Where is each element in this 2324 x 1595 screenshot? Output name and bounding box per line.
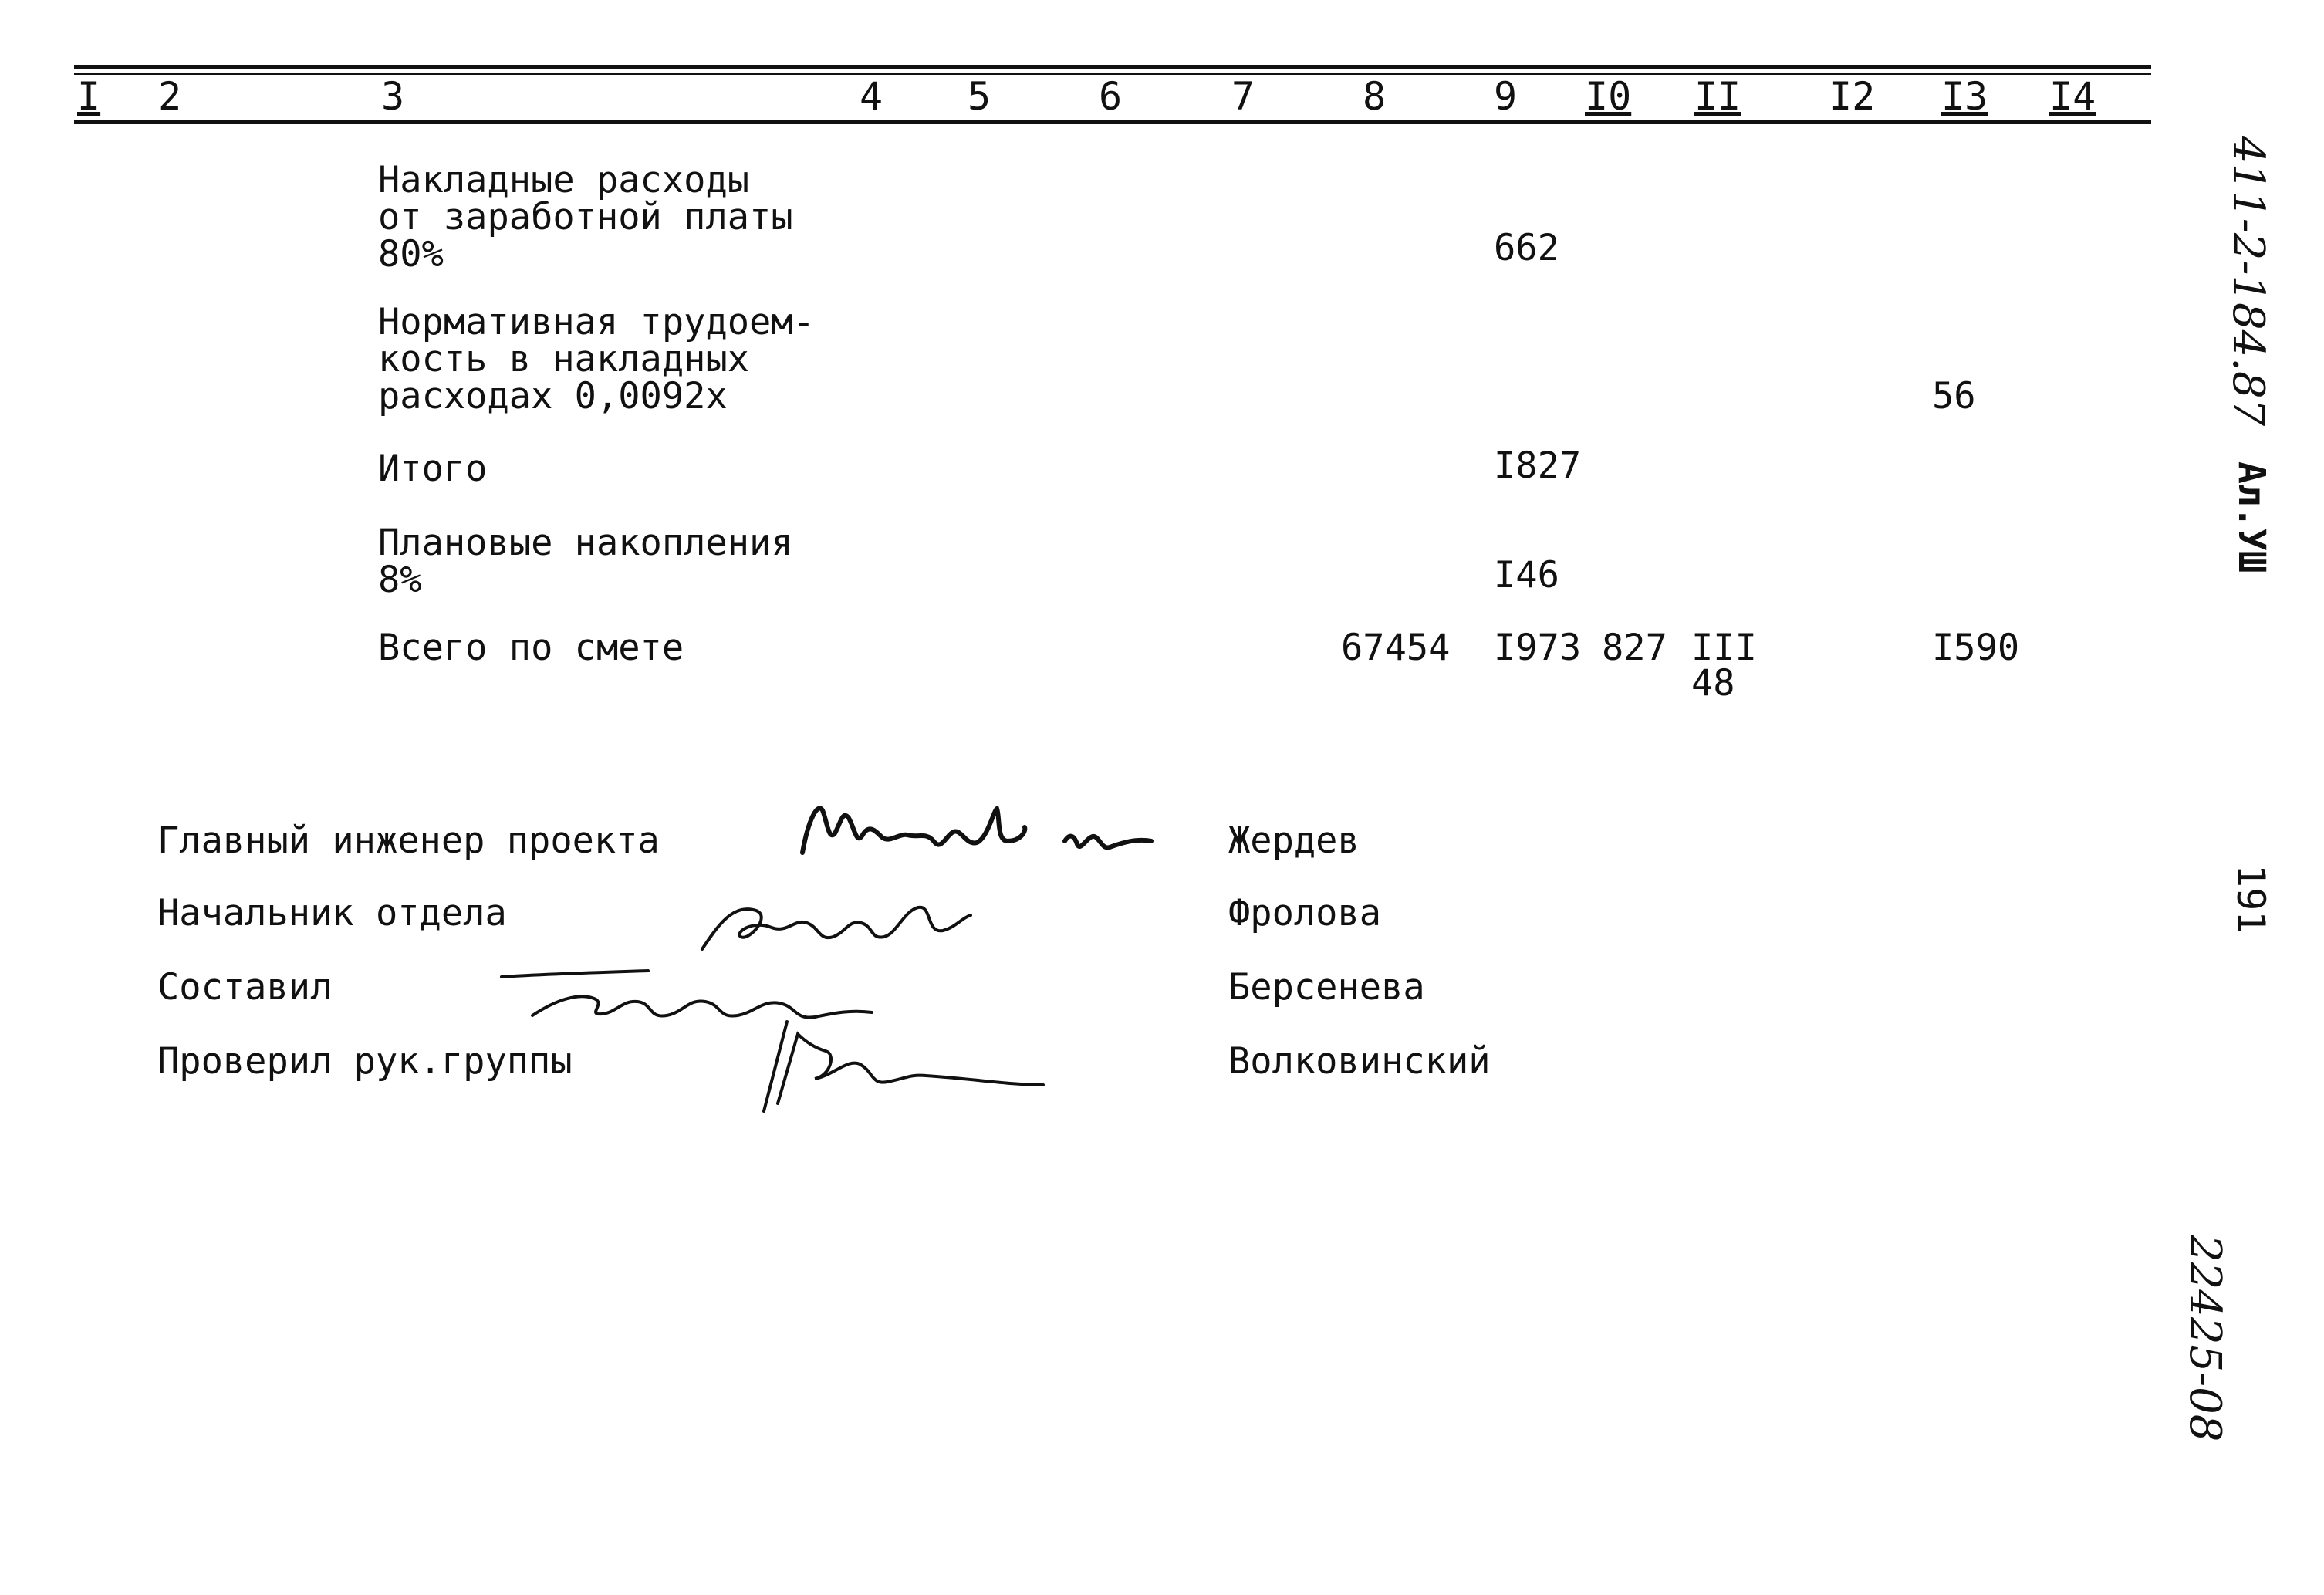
column-header-13: I3 <box>1941 74 1988 119</box>
column-header-9: 9 <box>1494 74 1518 119</box>
signature-name-2: Фролова <box>1228 892 1382 934</box>
signature-4-handwriting <box>741 1011 1049 1119</box>
row-5-col9: I973 <box>1494 627 1582 669</box>
signature-role-1: Главный инженер проекта <box>157 819 660 862</box>
signature-name-3: Берсенева <box>1228 966 1425 1009</box>
margin-doc-code: 411-2-184.87 <box>2223 136 2273 427</box>
row-5-col11-sub: 48 <box>1691 662 1735 705</box>
row-5-col10: 827 <box>1602 627 1667 669</box>
header-top-rule <box>74 65 2151 69</box>
column-header-3: 3 <box>381 74 405 119</box>
signature-role-2: Начальник отдела <box>157 892 507 934</box>
row-5-col13: I590 <box>1932 627 2020 669</box>
header-bottom-rule <box>74 120 2151 124</box>
signature-name-4: Волковинский <box>1228 1040 1491 1083</box>
row-5-name: Всего по смете <box>378 627 684 669</box>
signature-role-4: Проверил рук.группы <box>157 1040 573 1083</box>
signature-role-3: Составил <box>157 966 333 1009</box>
column-header-12: I2 <box>1829 74 1876 119</box>
row-1-name: Накладные расходы от заработной платы 80% <box>378 159 793 275</box>
column-header-14: I4 <box>2049 74 2096 119</box>
column-header-8: 8 <box>1363 74 1387 119</box>
margin-inventory-number: 22425-08 <box>2180 1235 2230 1442</box>
row-3-name: Итого <box>378 448 488 490</box>
row-5-col8: 67454 <box>1341 627 1451 669</box>
row-1-col9: 662 <box>1494 227 1559 269</box>
column-header-7: 7 <box>1231 74 1255 119</box>
column-header-6: 6 <box>1099 74 1123 119</box>
column-header-5: 5 <box>968 74 991 119</box>
signature-1-handwriting <box>795 787 1157 872</box>
row-2-col13: 56 <box>1932 375 1976 417</box>
column-header-10: I0 <box>1585 74 1632 119</box>
column-header-2: 2 <box>158 74 182 119</box>
column-header-4: 4 <box>860 74 883 119</box>
row-5-col11: III <box>1691 627 1757 669</box>
signature-2-handwriting <box>687 880 980 965</box>
row-3-col9: I827 <box>1494 444 1582 487</box>
row-4-name: Плановые накопления 8% <box>378 522 793 601</box>
column-header-11: II <box>1694 74 1741 119</box>
signature-name-1: Жердев <box>1228 819 1360 862</box>
row-2-name: Нормативная трудоем- кость в накладных расходах 0,0092х <box>378 301 815 417</box>
row-4-col9: I46 <box>1494 554 1559 596</box>
column-header-1: I <box>77 74 101 119</box>
margin-page-number: 191 <box>2228 864 2273 934</box>
margin-album: Ал.УШ <box>2230 461 2273 573</box>
